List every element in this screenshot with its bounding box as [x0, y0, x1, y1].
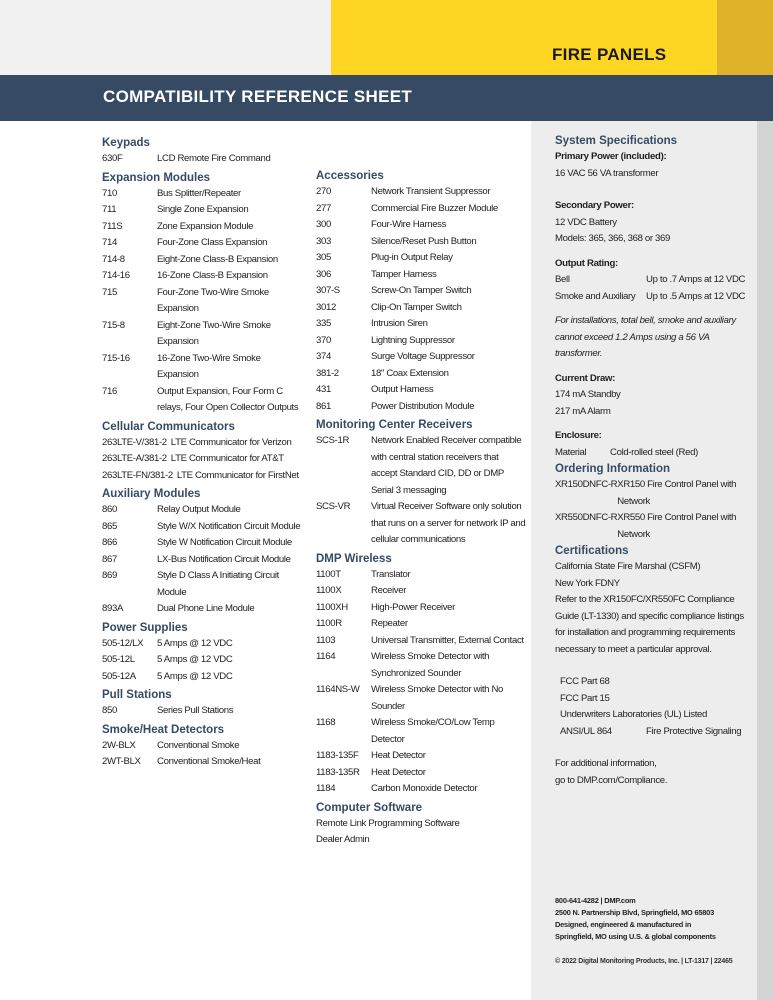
approval-ansi-row	[560, 724, 750, 741]
item-description: Style D Class A Initiating Circuit Module	[157, 570, 279, 598]
item-code: 715-8	[102, 319, 125, 331]
cellular-communicators-heading: Cellular Communicators	[102, 420, 235, 433]
current-draw-standby: 174 mA Standby	[555, 389, 621, 400]
output-rating-note: For installations, total bell, smoke and auxiliary cannot exceed 1.2 Amps using a 56 VA transformer.	[555, 315, 736, 359]
list-item	[102, 268, 302, 285]
item-code: 1184	[316, 783, 336, 794]
approval-fcc15: FCC Part 15	[560, 692, 610, 704]
list-item	[102, 703, 302, 720]
ordering-information-heading: Ordering Information	[555, 463, 670, 475]
item-description: 16-Zone Two-Wire Smoke Expansion	[157, 352, 261, 380]
item-description: Translator	[371, 568, 411, 580]
item-description: Single Zone Expansion	[157, 204, 249, 215]
item-code: 263LTE-V/381-2	[102, 436, 167, 448]
item-code: 714-8	[102, 253, 125, 265]
item-code: 860	[102, 504, 117, 515]
item-description: Conventional Smoke	[157, 739, 240, 751]
list-item	[102, 285, 302, 318]
output-rating-label: Output Rating:	[555, 257, 618, 269]
secondary-power-label: Secondary Power:	[555, 200, 634, 211]
list-item	[316, 300, 526, 317]
list-item	[102, 151, 302, 168]
monitoring-center-receivers-heading: Monitoring Center Receivers	[316, 419, 473, 431]
item-description: Surge Voltage Suppressor	[371, 351, 475, 362]
list-item	[102, 351, 302, 384]
more-info-line2: go to DMP.com/Compliance.	[555, 774, 668, 786]
item-code: 306	[316, 268, 331, 280]
ordering-code: XR550DNFC-R	[555, 512, 618, 523]
item-description: 5 Amps @ 12 VDC	[157, 637, 233, 649]
item-description: Lightning Suppressor	[371, 334, 455, 346]
output-rating-name: Bell	[555, 274, 570, 285]
expansion-modules-heading: Expansion Modules	[102, 171, 210, 184]
header-left-band	[0, 0, 331, 75]
item-description: Network Enabled Receiver compatible with central station receivers that accept Standard CID, DD or DMP Serial 3 messaging	[371, 435, 522, 496]
dmp-wireless-heading: DMP Wireless	[316, 552, 392, 565]
list-item	[316, 765, 526, 782]
item-description: LCD Remote Fire Command	[157, 153, 271, 164]
middle-column	[316, 168, 526, 849]
list-item	[316, 250, 526, 267]
item-description: Series Pull Stations	[157, 705, 234, 716]
list-item	[316, 316, 526, 333]
list-item	[102, 552, 302, 569]
item-description: Dealer Admin	[316, 834, 370, 845]
list-item	[316, 715, 526, 748]
output-rating-value: Up to .7 Amps at 12 VDC	[646, 274, 746, 285]
list-item	[316, 567, 526, 584]
item-description: Conventional Smoke/Heat	[157, 756, 261, 767]
item-description: Plug-in Output Relay	[371, 252, 453, 263]
list-item	[316, 499, 526, 549]
list-item	[316, 781, 526, 798]
enclosure-value: Cold-rolled steel (Red)	[610, 446, 698, 458]
secondary-power-models: Models: 365, 366, 368 or 369	[555, 233, 671, 244]
list-item	[102, 252, 302, 269]
item-code: 300	[316, 219, 331, 230]
ordering-row	[555, 510, 750, 543]
item-description: Output Harness	[371, 384, 434, 395]
item-code: 505-12L	[102, 654, 135, 665]
list-item	[316, 349, 526, 366]
list-item	[102, 235, 302, 252]
item-code: 867	[102, 553, 117, 565]
sidebar-accent-strip	[757, 121, 773, 1000]
item-code: 861	[316, 400, 331, 412]
item-code: 1168	[316, 717, 336, 728]
item-description: Silence/Reset Push Button	[371, 235, 477, 247]
item-code: 869	[102, 570, 117, 581]
computer-software-heading: Computer Software	[316, 801, 423, 814]
item-code: 893A	[102, 603, 124, 614]
item-description: Clip-On Tamper Switch	[371, 301, 462, 313]
item-description: 18" Coax Extension	[371, 367, 449, 379]
item-description: LTE Communicator for AT&T	[170, 453, 284, 464]
item-description: Zone Expansion Module	[157, 220, 254, 232]
item-description: Four-Wire Harness	[371, 219, 447, 230]
list-item	[102, 451, 302, 468]
list-item	[316, 682, 526, 715]
item-description: LTE Communicator for Verizon	[170, 436, 292, 448]
item-code: 381-2	[316, 367, 339, 379]
item-description: Output Expansion, Four Form C relays, Four Open Collector Outputs	[157, 385, 299, 413]
header-gold-band	[717, 0, 773, 75]
item-code: SCS-1R	[316, 435, 350, 446]
list-item	[316, 184, 526, 201]
item-description: Power Distribution Module	[371, 400, 475, 412]
primary-power-label: Primary Power (included):	[555, 151, 667, 162]
item-description: LX-Bus Notification Circuit Module	[157, 553, 291, 565]
item-description: Heat Detector	[371, 750, 426, 761]
item-code: 270	[316, 186, 331, 197]
item-code: 630F	[102, 153, 123, 164]
system-specifications-heading: System Specifications	[555, 135, 678, 147]
list-item	[316, 748, 526, 765]
list-item	[316, 816, 526, 833]
item-description: Network Transient Suppressor	[371, 186, 491, 197]
approval-ul: Underwriters Laboratories (UL) Listed	[560, 709, 708, 720]
item-description: Style W/X Notification Circuit Module	[157, 520, 301, 532]
copyright: © 2022 Digital Monitoring Products, Inc. | LT-1317 | 22465	[555, 958, 733, 965]
list-item	[102, 384, 302, 417]
smoke-heat-detectors-heading: Smoke/Heat Detectors	[102, 723, 225, 736]
item-code: 710	[102, 187, 117, 199]
list-item	[316, 333, 526, 350]
list-item	[102, 219, 302, 236]
item-description: Heat Detector	[371, 766, 426, 778]
item-code: 714	[102, 237, 117, 248]
item-code: 307-S	[316, 285, 340, 296]
item-description: Eight-Zone Class-B Expansion	[157, 253, 278, 265]
item-code: SCS-VR	[316, 501, 351, 512]
approval-ansi-desc: Fire Protective Signaling	[646, 725, 742, 737]
item-code: 2W-BLX	[102, 739, 136, 751]
list-item	[102, 535, 302, 552]
list-item	[316, 616, 526, 633]
item-code: 335	[316, 318, 331, 329]
item-description: Screw-On Tamper Switch	[371, 285, 472, 296]
list-item	[316, 382, 526, 399]
output-rating-row	[555, 289, 750, 306]
current-draw-alarm: 217 mA Alarm	[555, 405, 611, 417]
list-item	[316, 399, 526, 416]
cert-csfm: California State Fire Marshal (CSFM)	[555, 561, 701, 572]
item-code: 1164NS-W	[316, 684, 360, 695]
item-code: 711S	[102, 220, 123, 232]
item-code: 1164	[316, 651, 336, 662]
item-code: 263LTE-FN/381-2	[102, 469, 173, 481]
item-code: 505-12A	[102, 670, 136, 682]
item-code: 1100XH	[316, 601, 348, 613]
approval-fcc68: FCC Part 68	[560, 676, 610, 687]
enclosure-row	[555, 445, 750, 462]
item-code: 370	[316, 334, 331, 346]
item-code: 277	[316, 202, 331, 214]
item-description: LTE Communicator for FirstNet	[176, 469, 299, 481]
enclosure-name: Material	[555, 446, 587, 458]
ordering-desc: XR550 Fire Control Panel with Network	[617, 512, 737, 540]
list-item	[316, 267, 526, 284]
item-description: Remote Link Programming Software	[316, 817, 460, 829]
item-description: Repeater	[371, 618, 408, 629]
item-code: 1100X	[316, 585, 342, 596]
list-item	[316, 433, 526, 499]
list-item	[316, 283, 526, 300]
item-description: Wireless Smoke/CO/Low Temp Detector	[371, 717, 495, 745]
left-column	[102, 135, 302, 771]
item-code: 714-16	[102, 270, 130, 281]
list-item	[102, 568, 302, 601]
output-rating-value: Up to .5 Amps at 12 VDC	[646, 290, 746, 302]
list-item	[102, 318, 302, 351]
item-code: 505-12/LX	[102, 637, 144, 649]
enclosure-label: Enclosure:	[555, 430, 602, 441]
footer-address: 2500 N. Partnership Blvd, Springfield, MO 65803	[555, 908, 714, 917]
item-code: 305	[316, 252, 331, 263]
item-code: 711	[102, 204, 117, 215]
item-description: High-Power Receiver	[371, 601, 455, 613]
item-description: Four-Zone Class Expansion	[157, 237, 268, 248]
item-description: 5 Amps @ 12 VDC	[157, 654, 233, 665]
list-item	[102, 754, 302, 771]
list-item	[102, 636, 302, 653]
list-item	[102, 601, 302, 618]
list-item	[316, 217, 526, 234]
specifications-column	[555, 133, 750, 789]
item-code: 374	[316, 351, 331, 362]
secondary-power-value: 12 VDC Battery	[555, 216, 617, 228]
cert-compliance-text: Refer to the XR150FC/XR550FC Compliance Guide (LT-1330) and specific compliance listings for installation and programming requirements necessary to meet a particular approval.	[555, 594, 744, 655]
footer-made-line2: Springfield, MO using U.S. & global components	[555, 932, 716, 941]
footer-contact	[555, 895, 755, 943]
list-item	[316, 366, 526, 383]
item-code: 431	[316, 384, 331, 395]
ordering-code: XR150DNFC-R	[555, 479, 618, 490]
output-rating-name: Smoke and Auxiliary	[555, 290, 636, 302]
item-description: Dual Phone Line Module	[157, 603, 255, 614]
keypads-heading: Keypads	[102, 137, 150, 149]
item-code: 263LTE-A/381-2	[102, 453, 167, 464]
auxiliary-modules-heading: Auxiliary Modules	[102, 488, 201, 500]
item-description: 16-Zone Class-B Expansion	[157, 270, 268, 281]
list-item	[102, 652, 302, 669]
item-description: Virtual Receiver Software only solution that runs on a server for network IP and cellular communications	[371, 501, 526, 545]
footer-phone-web: 800-641-4282 | DMP.com	[555, 896, 636, 905]
power-supplies-heading: Power Supplies	[102, 621, 188, 634]
item-description: Universal Transmitter, External Contact	[371, 634, 524, 646]
accessories-heading: Accessories	[316, 170, 384, 182]
list-item	[316, 201, 526, 218]
ordering-row	[555, 477, 750, 510]
item-description: Wireless Smoke Detector with No Sounder	[371, 684, 504, 712]
list-item	[316, 234, 526, 251]
item-code: 715-16	[102, 352, 130, 364]
item-description: Style W Notification Circuit Module	[157, 537, 292, 548]
item-code: 2WT-BLX	[102, 756, 141, 767]
list-item	[316, 832, 526, 849]
pull-stations-heading: Pull Stations	[102, 689, 172, 701]
cert-fdny: New York FDNY	[555, 577, 620, 589]
item-code: 3012	[316, 301, 336, 313]
item-code: 1100T	[316, 568, 341, 580]
item-description: Eight-Zone Two-Wire Smoke Expansion	[157, 319, 271, 347]
item-code: 865	[102, 520, 117, 532]
list-item	[316, 633, 526, 650]
output-rating-row	[555, 272, 750, 289]
item-description: Tamper Harness	[371, 268, 437, 280]
approvals-list	[555, 674, 750, 740]
list-item	[316, 583, 526, 600]
item-description: Commercial Fire Buzzer Module	[371, 202, 498, 214]
list-item	[102, 502, 302, 519]
item-description: Bus Splitter/Repeater	[157, 187, 241, 199]
approval-ansi: ANSI/UL 864	[560, 725, 612, 737]
item-description: Four-Zone Two-Wire Smoke Expansion	[157, 286, 269, 314]
item-description: Wireless Smoke Detector with Synchronized Sounder	[371, 651, 490, 679]
more-info-line1: For additional information,	[555, 758, 657, 769]
item-code: 1183-135R	[316, 766, 360, 778]
page-title: COMPATIBILITY REFERENCE SHEET	[103, 87, 413, 106]
item-description: Intrusion Siren	[371, 318, 428, 329]
list-item	[102, 186, 302, 203]
list-item	[102, 519, 302, 536]
list-item	[316, 600, 526, 617]
ordering-desc: XR150 Fire Control Panel with Network	[617, 479, 737, 507]
item-code: 1100R	[316, 618, 342, 629]
list-item	[102, 202, 302, 219]
item-description: 5 Amps @ 12 VDC	[157, 670, 233, 682]
list-item	[316, 649, 526, 682]
item-code: 716	[102, 385, 117, 397]
list-item	[102, 468, 302, 485]
item-code: 850	[102, 705, 117, 716]
current-draw-label: Current Draw:	[555, 372, 616, 384]
item-description: Relay Output Module	[157, 504, 241, 515]
item-code: 303	[316, 235, 331, 247]
item-description: Receiver	[371, 585, 407, 596]
item-code: 866	[102, 537, 117, 548]
item-code: 1103	[316, 634, 336, 646]
item-code: 715	[102, 286, 117, 298]
list-item	[102, 738, 302, 755]
category-title: FIRE PANELS	[552, 45, 667, 64]
list-item	[102, 669, 302, 686]
primary-power-value: 16 VAC 56 VA transformer	[555, 167, 659, 179]
list-item	[102, 435, 302, 452]
certifications-heading: Certifications	[555, 545, 629, 557]
footer-made-line1: Designed, engineered & manufactured in	[555, 920, 692, 929]
item-description: Carbon Monoxide Detector	[371, 783, 478, 794]
item-code: 1183-135F	[316, 750, 359, 761]
